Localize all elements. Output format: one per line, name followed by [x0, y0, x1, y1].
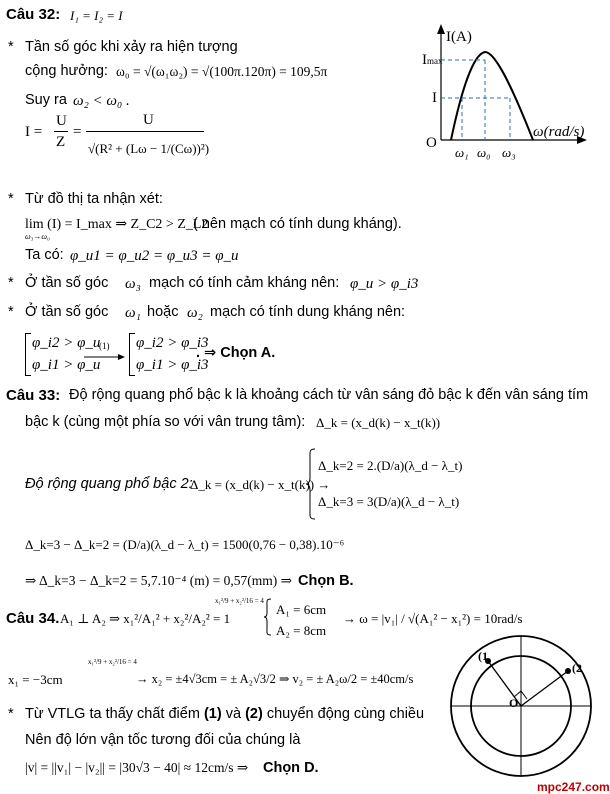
system-bracket-left [25, 333, 31, 376]
q32-condition: I₁ = I₂ = I [70, 8, 123, 23]
system-bracket-right [129, 333, 135, 376]
system-l2: φ_i1 > φ_u [32, 357, 101, 373]
system-r1: φ_i2 > φ_i3 [136, 335, 209, 351]
graph-imax: Imax [422, 52, 443, 68]
q32-text-2: cộng hưởng: [25, 63, 108, 79]
q34-formula-3: |v| = ||v₁| − |v₂|| = |30√3 − 40| ≈ 12cm/s ⇒ [25, 760, 249, 775]
fraction-bar [54, 131, 68, 132]
q32-U2: U [143, 112, 154, 128]
q32-text-6: Ta có: [25, 247, 64, 263]
q34-over-2: x₁²/9 + x₂²/16 = 4 [88, 658, 137, 666]
brace-icon [305, 448, 317, 520]
q32-text-7: Ở tần số góc [25, 275, 109, 291]
circle-origin: O [509, 696, 519, 710]
bullet: * [8, 39, 14, 55]
q34-over-1: x₁²/9 + x₂²/16 = 4 [215, 597, 264, 605]
q32-w3: ω₃ [125, 276, 141, 292]
unit-circle-diagram [448, 633, 594, 779]
q33-text-3: Độ rộng quang phổ bậc 2: [25, 476, 193, 492]
q32-I-left: I = [25, 124, 43, 140]
q32-eq: = [73, 124, 82, 140]
q32-text-4: Từ đồ thị ta nhận xét: [25, 191, 163, 207]
bullet: * [8, 706, 14, 722]
q34-text-1: Từ VTLG ta thấy chất điểm (1) và (2) chuyển động cùng chiều [25, 706, 425, 722]
system-arrow-label: (1) [99, 341, 110, 351]
graph-w0: ω₀ [477, 145, 491, 160]
q32-text-8: mạch có tính cảm kháng nên: [149, 275, 340, 291]
q34-formula-1b: → ω = |v₁| / √(A₁² − x₁²) = 10rad/s [343, 611, 523, 626]
q32-formula-w2: ω₂ < ω₀ . [73, 93, 130, 109]
graph-x-label: ω(rad/s) [533, 124, 585, 140]
q32-U: U [56, 113, 67, 129]
q32-formula-omega0: ω₀ = √(ω₁ω₂) = √(100π.120π) = 109,5π [116, 64, 328, 79]
graph-origin: O [426, 135, 437, 151]
q34-formula-2a: x₁ = −3cm [8, 672, 63, 687]
q32-w2: ω₂ [187, 305, 203, 321]
q32-formula-lim: lim (I) = I_max ⇒ Z_C2 > Z_L2 [25, 217, 209, 232]
circle-p2: (2 [572, 661, 582, 675]
system-r2: φ_i1 > φ_i3 [136, 357, 209, 373]
graph-w3: ω₃ [502, 145, 516, 160]
q34-text-4: Nên độ lớn vận tốc tương đối của chúng là [25, 732, 301, 748]
q32-formula-phi: φ_u1 = φ_u2 = φ_u3 = φ_u [70, 248, 239, 264]
q32-w1: ω₁ [125, 305, 141, 321]
bullet: * [8, 304, 14, 320]
graph-w1: ω₁ [455, 145, 469, 160]
q32-text-5: ( nên mạch có tính dung kháng). [193, 216, 402, 232]
q33-text-2: bậc k (cùng một phía so với vân trung tâm): [25, 414, 306, 430]
q33-formula-4: ⇒ Δ_k=3 − Δ_k=2 = 5,7.10⁻⁴ (m) = 0,57(mm) ⇒ [25, 573, 292, 588]
brace-icon [263, 598, 273, 636]
q34-formula-2b: → x₂ = ±4√3cm = ± A₂√3/2 ⇒ v₂ = ± A₂ω/2 = ±40cm/s [136, 672, 414, 686]
q34-answer: Chọn D. [263, 760, 319, 776]
bullet: * [8, 191, 14, 207]
system-l1: φ_i2 > φ_u [32, 335, 101, 351]
q33-formula-1: Δ_k = (x_d(k) − x_t(k)) [316, 415, 441, 430]
graph-y-label: I(A) [446, 29, 472, 45]
arrow-icon [84, 353, 126, 361]
q33-formula-3: Δ_k=3 − Δ_k=2 = (D/a)(λ_d − λ_t) = 1500(0,76 − 0,38).10⁻⁶ [25, 537, 345, 552]
q32-text-1: Tần số góc khi xảy ra hiện tượng [25, 39, 238, 55]
q33-answer: Chọn B. [298, 573, 354, 589]
q32-title: Câu 32: [6, 6, 61, 23]
q33-text-1: Độ rộng quang phổ bậc k là khoảng cách từ vân sáng đỏ bậc k đến vân sáng tím [69, 387, 589, 403]
q32-answer: . ⇒ Chọn A. [196, 345, 276, 361]
circle-p1: (1 [478, 649, 488, 663]
q32-text-3: Suy ra [25, 92, 67, 108]
q33-brace-2: Δ_k=3 = 3(D/a)(λ_d − λ_t) [318, 494, 460, 509]
q32-text-11: mạch có tính dung kháng nên: [210, 304, 406, 320]
q34-brace-1: A₁ = 6cm [276, 602, 327, 617]
q33-brace-1: Δ_k=2 = 2.(D/a)(λ_d − λ_t) [318, 458, 463, 473]
q33-formula-2: Δ_k = (x_d(k) − x_t(k)) → [190, 477, 331, 492]
q34-formula-1a: A₁ ⊥ A₂ ⇒ x₁²/A₁² + x₂²/A₂² = 1 [60, 611, 231, 626]
q32-text-9: Ở tần số góc [25, 304, 109, 320]
watermark: mpc247.com [537, 780, 610, 794]
q32-denominator: √(R² + (Lω − 1/(Cω))²) [88, 141, 210, 156]
q34-title: Câu 34. [6, 610, 60, 627]
q33-title: Câu 33: [6, 387, 61, 404]
q34-brace-2: A₂ = 8cm [276, 623, 327, 638]
q32-text-10: hoặc [147, 304, 179, 320]
q32-Z: Z [56, 134, 66, 150]
graph-i: I [432, 90, 437, 106]
q32-formula-p3: φ_u > φ_i3 [350, 276, 419, 292]
q32-lim-sub: ω₃→ω₀ [25, 232, 50, 241]
bullet: * [8, 275, 14, 291]
fraction-bar [86, 131, 204, 132]
